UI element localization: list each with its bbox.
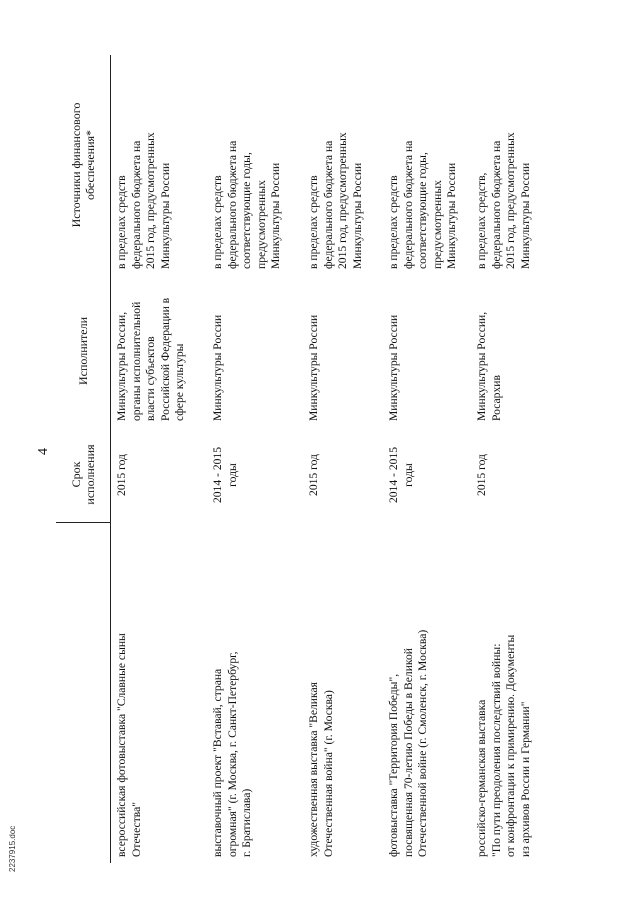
event-cell: художественная выставка "Великая Отечественная война" (г. Москва) [307, 682, 335, 857]
rotated-document-sheet [36, 55, 626, 863]
page-number: 4 [36, 448, 51, 455]
events-table [56, 55, 563, 863]
header-event-empty [56, 523, 110, 863]
table-row [111, 55, 207, 863]
sources-cell: в пределах средств, федерального бюджета на 2015 год, предусмотренных Минкультуры России [475, 132, 532, 269]
event-cell: выставочный проект "Вставай, страна огромная" (г. Москва, г. Санкт-Петербург, г. Братислава) [211, 651, 253, 857]
executors-cell: Минкультуры России [387, 314, 400, 421]
document-code-footer: 2237915.doc [8, 825, 17, 872]
header-term: Срок исполнения [56, 427, 110, 523]
sources-cell: в пределах средств федерального бюджета на 2015 год, предусмотренных Минкультуры России [307, 132, 364, 269]
sources-cell: в пределах средств федерального бюджета на соответствующие годы, предусмотренных Минкультуры России [211, 140, 282, 269]
table-row [383, 55, 471, 863]
executors-cell: Минкультуры России [211, 314, 224, 421]
executors-cell: Минкультуры России, Росархив [475, 311, 503, 421]
sources-cell: в пределах средств федерального бюджета на 2015 год, предусмотренных Минкультуры России [115, 132, 172, 269]
term-cell: 2014 - 2015 годы [211, 446, 239, 504]
executors-cell: Минкультуры России [307, 314, 320, 421]
event-cell: российско-германская выставка "По пути преодоления последствий войны: от конфронтации к примирению. Документы из архивов России и Германии" [475, 634, 532, 857]
term-cell: 2015 год [475, 454, 488, 496]
table-row [303, 55, 383, 863]
executors-cell: Минкультуры России, органы исполнительной власти субъектов Российской Федерации в сфере культуры [115, 297, 186, 421]
sources-cell: в пределах средств федерального бюджета на соответствующие годы, предусмотренных Минкультуры России [387, 140, 458, 269]
table-header-row [56, 55, 111, 863]
term-cell: 2014 - 2015 годы [387, 446, 415, 504]
term-cell: 2015 год [115, 454, 128, 496]
event-cell: фотовыставка "Территория Победы", посвященная 70-летию Победы в Великой Отечественной войне (г. Смоленск, г. Москва) [387, 629, 429, 857]
term-cell: 2015 год [307, 454, 320, 496]
table-row [471, 55, 563, 863]
header-sources: Источники финансового обеспечения* [69, 102, 97, 228]
event-cell: всероссийская фотовыставка "Славные сыны Отечества" [115, 633, 143, 857]
header-executors: Исполнители [76, 316, 90, 386]
table-row [207, 55, 303, 863]
